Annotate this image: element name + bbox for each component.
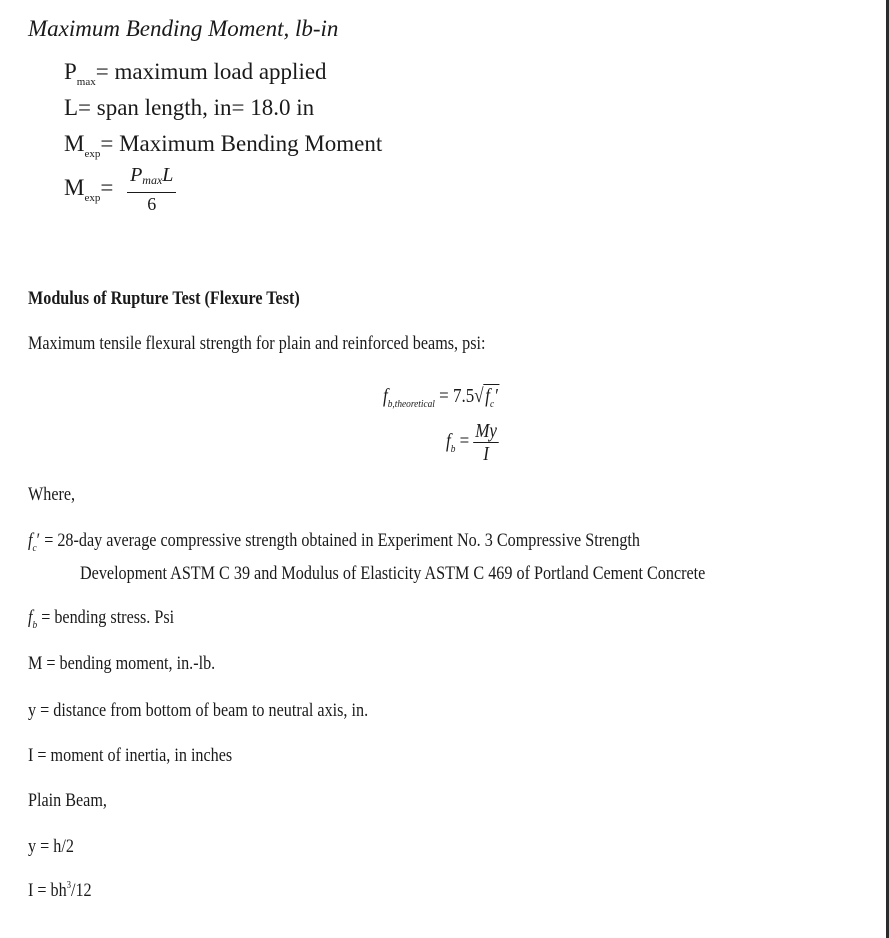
sqrt-radicand: [484, 384, 500, 410]
mexp-fraction-denominator: 6: [147, 194, 157, 214]
mexp-formula-subscript: exp: [84, 191, 101, 204]
mexp-formula-equals: =: [100, 174, 114, 200]
fb-symbol: f: [446, 430, 451, 453]
mexp-formula-symbol: M: [64, 174, 85, 200]
i-equation: [28, 880, 92, 902]
fc-text-line1: = 28-day average compressive strength obtained in Experiment No. 3 Compressive Strength: [40, 530, 640, 551]
numerator-p: P: [130, 164, 143, 186]
fc-symbol: f: [28, 530, 33, 551]
equation-fb-theoretical: [383, 384, 500, 410]
fb-theo-symbol: f: [383, 385, 388, 407]
fb-def-subscript: b: [32, 619, 38, 631]
section-title-max-bending-moment: Maximum Bending Moment, lb-in: [28, 16, 339, 41]
fb-theo-subscript: b,theoretical: [387, 398, 435, 410]
m-definition: M = bending moment, in.-lb.: [28, 653, 216, 674]
pmax-definition: [64, 59, 327, 88]
span-length-definition: L= span length, in= 18.0 in: [64, 95, 315, 120]
i-eq-post: /12: [70, 880, 92, 901]
rupture-heading: Modulus of Rupture Test (Flexure Test): [28, 288, 300, 309]
fb-subscript: b: [450, 443, 456, 456]
sqrt-sign: √: [474, 385, 484, 407]
radicand-symbol: f: [485, 385, 491, 407]
equation-fb: [446, 420, 499, 465]
fc-subscript: c: [32, 542, 37, 554]
plain-beam-label: Plain Beam,: [28, 790, 107, 811]
fb-equals: =: [459, 430, 470, 453]
mexp-subscript: exp: [84, 148, 101, 160]
fb-numerator: My: [475, 420, 497, 442]
fc-definition-line2: Development ASTM C 39 and Modulus of Elasticity ASTM C 469 of Portland Cement Concrete: [80, 563, 706, 584]
mexp-symbol: M: [64, 131, 85, 156]
mexp-fraction-numerator: [127, 164, 176, 193]
fb-theo-rhs: = 7.5: [439, 385, 475, 407]
y-definition: y = distance from bottom of beam to neutral axis, in.: [28, 700, 369, 721]
fb-definition: [28, 607, 174, 631]
pmax-subscript: max: [76, 76, 96, 88]
mexp-text: = Maximum Bending Moment: [100, 131, 383, 156]
numerator-l: L: [162, 164, 174, 186]
i-definition: I = moment of inertia, in inches: [28, 745, 233, 766]
y-equation: y = h/2: [28, 836, 74, 857]
i-eq-pre: I = bh: [28, 880, 67, 901]
fc-definition-line1: [28, 530, 640, 554]
fb-fraction: [473, 420, 498, 465]
where-label: Where,: [28, 484, 76, 505]
rupture-intro: Maximum tensile flexural strength for plain and reinforced beams, psi:: [28, 333, 486, 354]
mexp-definition: [64, 131, 382, 160]
i-eq-sup: 3: [66, 880, 71, 891]
radicand-sub: c: [490, 398, 495, 410]
fb-denominator: I: [483, 443, 489, 465]
fb-def-text: = bending stress. Psi: [37, 607, 175, 628]
mexp-formula: [64, 164, 176, 215]
pmax-symbol: P: [64, 59, 77, 84]
numerator-sub: max: [142, 173, 163, 187]
fb-def-symbol: f: [28, 607, 33, 628]
radicand-prime: ′: [494, 385, 498, 407]
fc-prime: ′: [36, 530, 41, 551]
mexp-fraction: [127, 164, 176, 215]
pmax-text: = maximum load applied: [95, 59, 327, 84]
